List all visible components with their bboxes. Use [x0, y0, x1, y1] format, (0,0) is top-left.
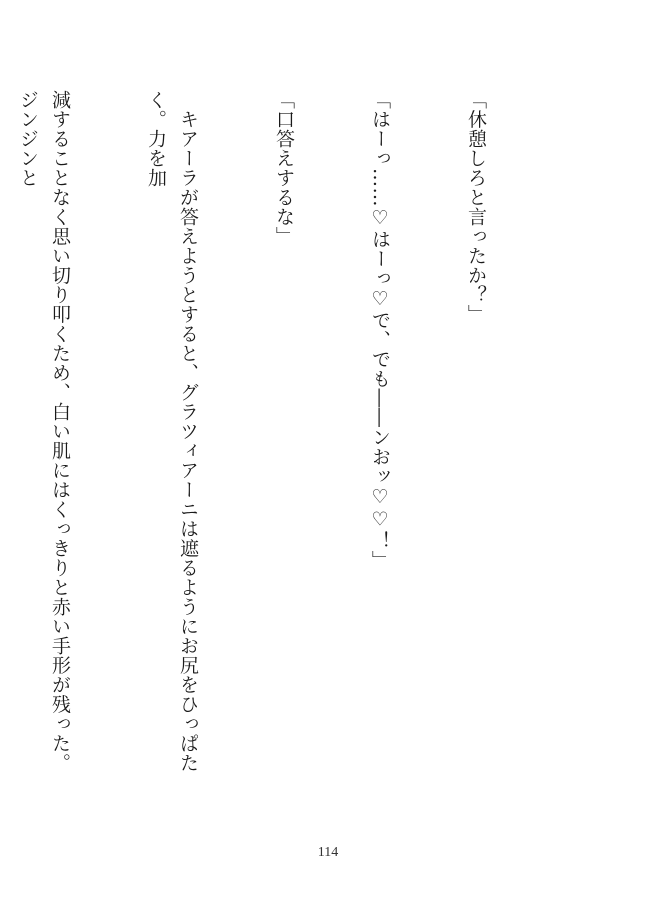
- page-number: 114: [317, 845, 339, 860]
- vertical-text-body: [0, 90, 556, 790]
- text-line: 減することなく思い切り叩くため、白い肌にはくっきりと赤い手形が残った。ジンジンと: [17, 90, 71, 773]
- text-line: 「はーっ……♡はーっ♡で、でも――ンおッ♡♡！」: [369, 90, 391, 570]
- text-line: 「口答えするな」: [273, 90, 295, 246]
- text-line: 「休憩しろと言ったか？」: [465, 90, 487, 324]
- text-line: キアーラが答えようとすると、グラツィアーニは遮るようにお尻をひっぱたく。力を加: [145, 90, 199, 773]
